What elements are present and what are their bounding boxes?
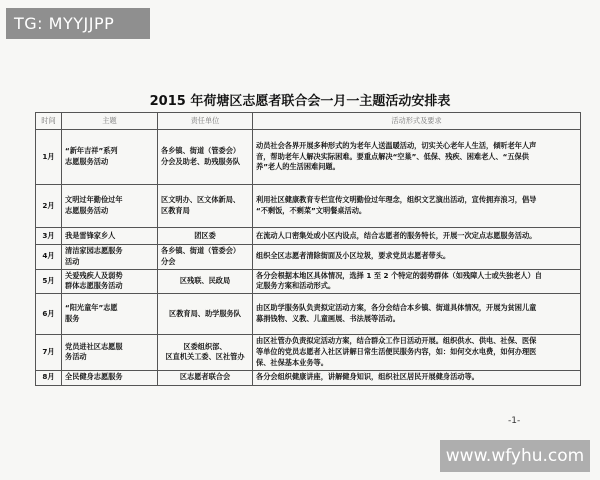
unit-line: 区文明办、区文体新局、 [161, 195, 241, 205]
theme-cell [62, 269, 158, 294]
theme-line: 活动 [65, 256, 80, 266]
unit-line: 各乡镇、街道（管委会） [161, 146, 241, 156]
unit-cell [158, 294, 253, 335]
content-line: 音，帮助老年人解决实际困难。要重点解决“空巢”、低保、残疾、困难老人、“五保供 [256, 151, 529, 161]
theme-cell [62, 228, 158, 245]
content-line: 等单位的党员志愿者入社区讲解日常生活便民服务内容，如：如何交水电费，如何办理医 [256, 346, 537, 356]
month-cell: 7月 [36, 335, 62, 370]
content-cell [253, 335, 581, 370]
unit-cell [158, 228, 253, 245]
theme-cell [62, 370, 158, 385]
theme-line: 群体志愿服务活动 [65, 281, 123, 291]
unit-cell [158, 269, 253, 294]
theme-cell [62, 130, 158, 185]
unit-cell [158, 335, 253, 370]
month-cell: 8月 [36, 370, 62, 385]
unit-line: 分会 [161, 256, 176, 266]
month-cell: 6月 [36, 294, 62, 335]
theme-line: 我是雷锋家乡人 [65, 230, 116, 240]
header-unit: 责任单位 [158, 113, 253, 130]
unit-line: 区教育局、助学服务队 [169, 308, 241, 318]
content-cell [253, 130, 581, 185]
activity-schedule-table [35, 112, 581, 386]
table-header-row [36, 113, 581, 130]
content-cell [253, 370, 581, 385]
content-line: 动员社会各界开展多种形式的为老年人送温暖活动，切实关心老年人生活，倾听老年人声 [256, 140, 537, 150]
table-row [36, 370, 581, 385]
theme-line: 务活动 [65, 352, 87, 362]
unit-line: 团区委 [194, 230, 216, 240]
page-number: -1- [508, 416, 521, 426]
unit-cell [158, 370, 253, 385]
content-cell [253, 294, 581, 335]
table-row [36, 294, 581, 335]
unit-line: 区志愿者联合会 [179, 372, 231, 382]
header-time: 时间 [36, 113, 62, 130]
unit-line: 各乡镇、街道（管委会） [161, 246, 241, 255]
theme-line: 志愿服务活动 [65, 157, 109, 166]
content-cell [253, 245, 581, 270]
theme-line: 党员进社区志愿服 [65, 341, 123, 351]
theme-cell [62, 335, 158, 370]
table-row [36, 228, 581, 245]
table-row [36, 185, 581, 228]
theme-line: 关爱残疾人及弱势 [65, 270, 123, 280]
table-row [36, 245, 581, 270]
theme-line: 服务 [65, 314, 80, 324]
channel-badge: TG: MYYJJPP [6, 8, 150, 39]
theme-line: “新年吉祥”系列 [65, 146, 118, 156]
document-title: 2015 年荷塘区志愿者联合会一月一主题活动安排表 [149, 94, 451, 109]
month-cell: 2月 [36, 185, 62, 228]
content-line: 在流动人口密集处或小区内设点，结合志愿者的服务特长，开展一次定点志愿服务活动。 [256, 230, 537, 240]
content-line: 组织全区志愿者清除街面及小区垃圾，要求党员志愿者带头。 [256, 251, 451, 261]
content-line: 募捐钱物、义教、儿童画展、书法展等活动。 [256, 314, 400, 324]
month-cell: 5月 [36, 269, 62, 294]
theme-line: 全民健身志愿服务 [65, 372, 123, 382]
unit-line: 区直机关工委、区社管办 [165, 352, 245, 362]
unit-line: 区教育局 [161, 206, 190, 215]
unit-cell [158, 245, 253, 270]
unit-cell [158, 185, 253, 228]
month-cell: 1月 [36, 130, 62, 185]
site-watermark: www.wfyhu.com [440, 440, 590, 472]
content-line: 保、社保基本业务等。 [256, 357, 328, 367]
header-content: 活动形式及要求 [253, 113, 581, 130]
content-line: 由区助学服务队负责拟定活动方案，各分会结合本乡镇、街道具体情况，开展为贫困儿童 [256, 303, 537, 313]
content-line: 利用社区健康教育专栏宣传文明勤俭过年理念，组织文艺演出活动，宣传拥弃浪习，倡导 [256, 195, 537, 205]
theme-cell [62, 185, 158, 228]
table-row [36, 269, 581, 294]
unit-cell [158, 130, 253, 185]
content-cell [253, 269, 581, 294]
month-cell: 3月 [36, 228, 62, 245]
content-cell [253, 228, 581, 245]
table-row [36, 335, 581, 370]
theme-line: 志愿服务活动 [65, 206, 109, 215]
content-line: 养”老人的生活困难问题。 [256, 162, 340, 172]
content-line: 各分会组织健康讲座，讲解健身知识，组织社区居民开展健身活动等。 [256, 372, 479, 382]
month-cell: 4月 [36, 245, 62, 270]
content-line: 由区社管办负责拟定活动方案，结合群众工作日活动开展。组织供水、供电、社保、医保 [256, 336, 537, 346]
theme-cell [62, 294, 158, 335]
table-row [36, 130, 581, 185]
unit-line: 分会及助老、助残服务队 [161, 157, 241, 166]
theme-line: 清洁家园志愿服务 [65, 246, 123, 255]
theme-cell [62, 245, 158, 270]
content-line: “不剩饭，不剩菜”文明餐桌活动。 [256, 206, 367, 215]
theme-line: 文明过年勤俭过年 [65, 195, 123, 205]
content-line: 各分会根据本地区具体情况，选择 1 至 2 个特定的弱势群体（如残障人士或失独老人）自 [256, 270, 542, 280]
unit-line: 区残联、民政局 [179, 275, 231, 285]
unit-line: 区委组织部、 [183, 341, 227, 351]
theme-line: “阳光童年”志愿 [65, 303, 118, 313]
header-theme: 主题 [62, 113, 158, 130]
content-cell [253, 185, 581, 228]
content-line: 定服务方案和活动形式。 [256, 281, 336, 291]
